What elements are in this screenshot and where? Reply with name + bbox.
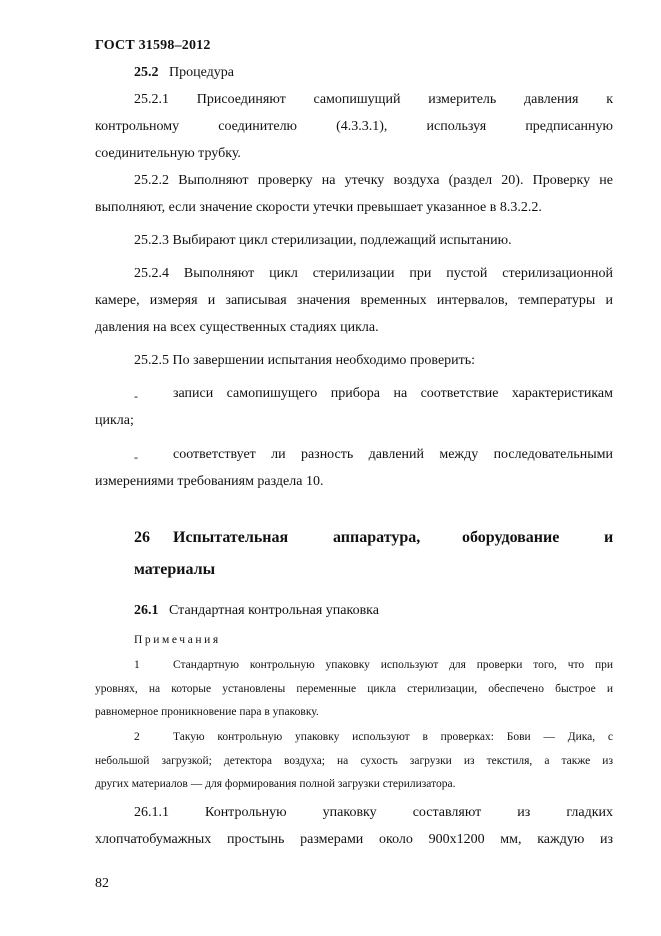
paragraph-line: 25.2.1 Присоединяют самопишущий измеритель давления к bbox=[134, 92, 613, 107]
section-26-word: оборудование bbox=[462, 529, 560, 546]
note-number: 1 bbox=[134, 659, 140, 671]
list-item-line: записи самопишущего прибора на соответствие характеристикам bbox=[173, 386, 613, 401]
note-line: уровнях, на которые установлены переменные цикла стерилизации, обеспечено быстрое и bbox=[95, 683, 613, 695]
section-26-1-heading bbox=[134, 603, 613, 619]
list-item-line: соответствует ли разность давлений между последовательными bbox=[173, 447, 613, 462]
list-item-line: измерениями требованиям раздела 10. bbox=[95, 474, 324, 489]
section-26-word: аппаратура, bbox=[333, 529, 421, 546]
section-26-number: 26 bbox=[134, 529, 150, 546]
list-dash: - bbox=[134, 389, 138, 403]
note-line: других материалов — для формирования полной загрузки стерилизатора. bbox=[95, 778, 456, 790]
paragraph-line: 25.2.5 По завершении испытания необходимо проверить: bbox=[134, 353, 476, 368]
note-line: Такую контрольную упаковку используют в проверках: Бови — Дика, с bbox=[173, 731, 613, 743]
paragraph-line: 25.2.3 Выбирают цикл стерилизации, подлежащий испытанию. bbox=[134, 233, 512, 248]
paragraph-line: соединительную трубку. bbox=[95, 146, 241, 161]
section-26-word: Испытательная bbox=[173, 529, 289, 546]
paragraph-line: хлопчатобумажных простынь размерами около 900х1200 мм, каждую из bbox=[95, 832, 613, 847]
section-number: 26.1 bbox=[134, 603, 159, 618]
notes-heading: Примечания bbox=[134, 634, 221, 646]
section-26-word: и bbox=[604, 529, 614, 546]
paragraph-line: давления на всех существенных стадиях цикла. bbox=[95, 320, 379, 335]
section-26-word: материалы bbox=[134, 561, 216, 578]
section-title: Процедура bbox=[169, 65, 234, 80]
paragraph-line: контрольному соединителю (4.3.3.1), используя предписанную bbox=[95, 119, 613, 134]
section-25-2-heading bbox=[134, 65, 613, 81]
paragraph-line: 25.2.2 Выполняют проверку на утечку воздуха (раздел 20). Проверку не bbox=[134, 173, 613, 188]
note-line: Стандартную контрольную упаковку используют для проверки того, что при bbox=[173, 659, 613, 671]
document-header: ГОСТ 31598–2012 bbox=[95, 38, 211, 53]
section-title: Стандартная контрольная упаковка bbox=[169, 603, 379, 618]
note-line: небольшой загрузкой; детектора воздуха; на сухость загрузки из текстиля, а также из bbox=[95, 755, 613, 767]
note-line: равномерное проникновение пара в упаковку. bbox=[95, 706, 319, 718]
list-item-line: цикла; bbox=[95, 413, 134, 428]
section-number: 25.2 bbox=[134, 65, 159, 80]
note-number: 2 bbox=[134, 731, 140, 743]
paragraph-line: 26.1.1 Контрольную упаковку составляют из гладких bbox=[134, 805, 613, 820]
paragraph-line: 25.2.4 Выполняют цикл стерилизации при пустой стерилизационной bbox=[134, 266, 613, 281]
page-number: 82 bbox=[95, 876, 109, 891]
paragraph-line: камере, измеряя и записывая значения временных интервалов, температуры и bbox=[95, 293, 613, 308]
paragraph-line: выполняют, если значение скорости утечки превышает указанное в 8.3.2.2. bbox=[95, 200, 542, 215]
list-dash: - bbox=[134, 450, 138, 464]
